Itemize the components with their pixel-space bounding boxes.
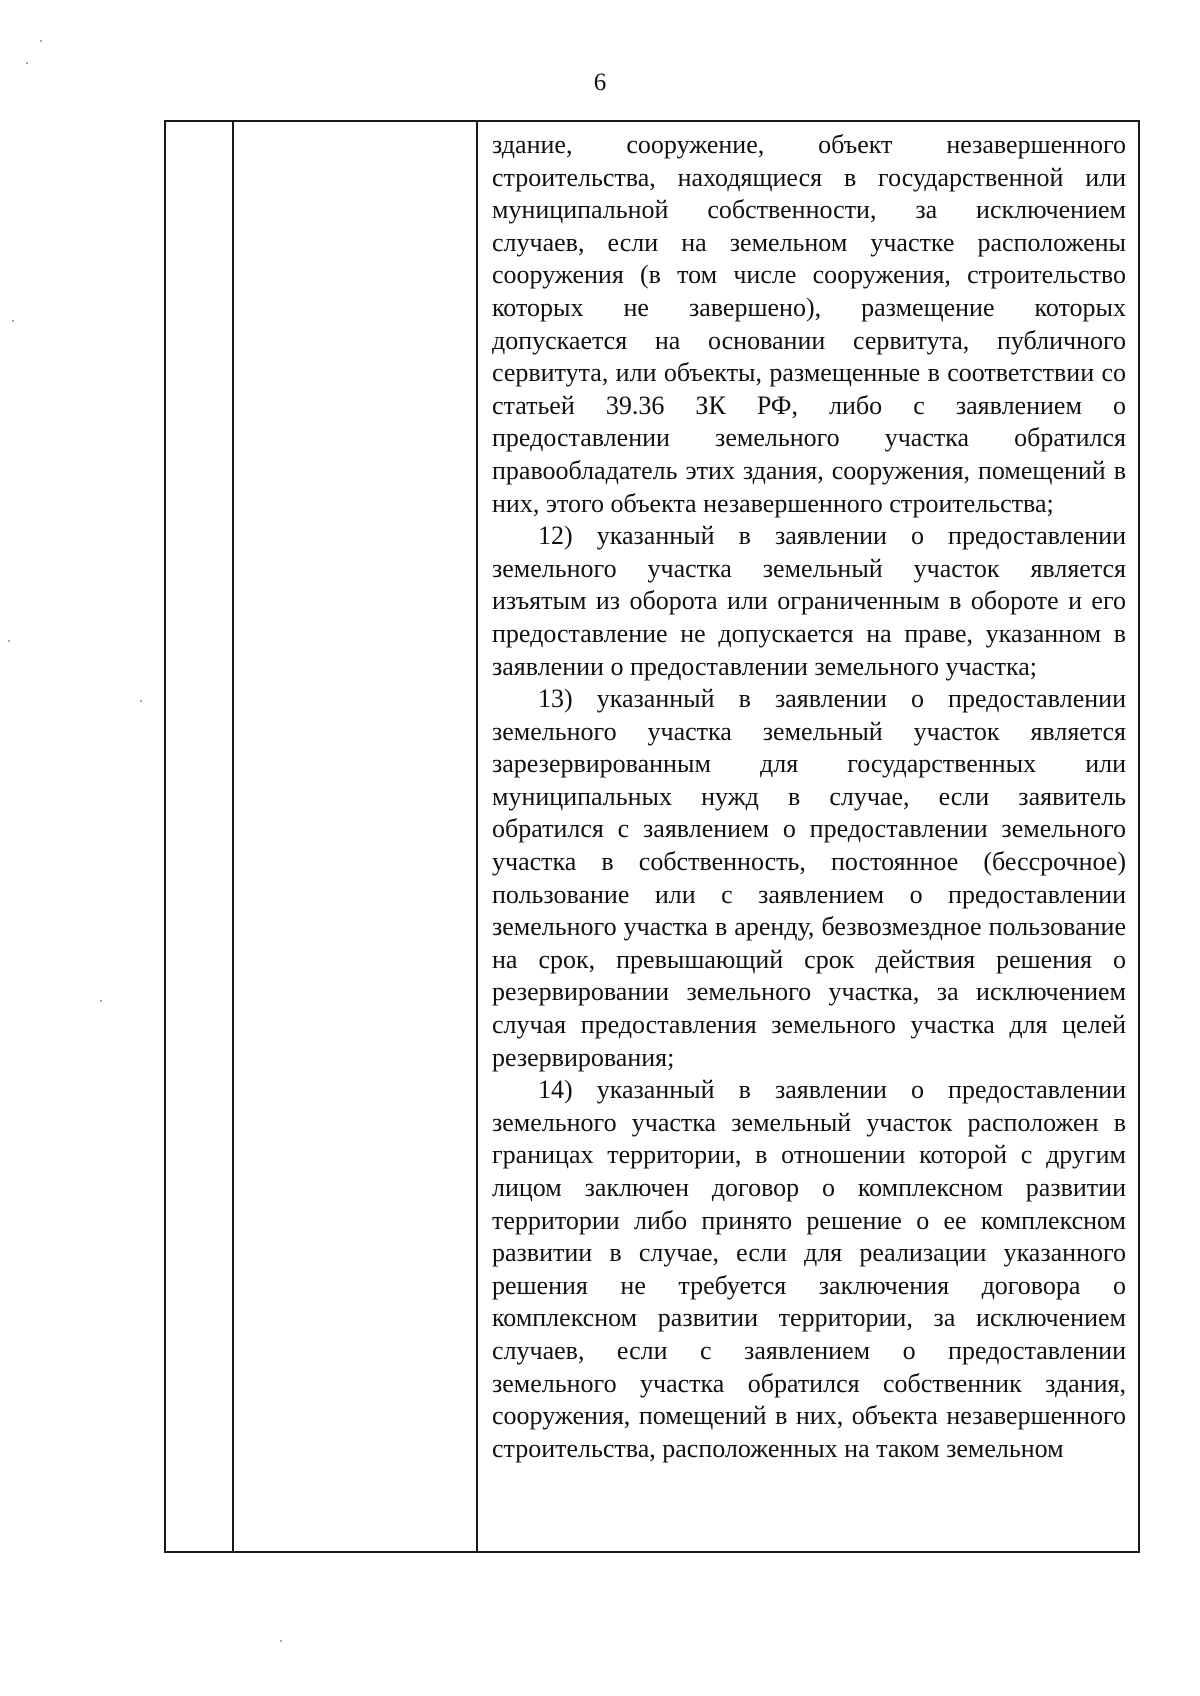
paragraph-item-12: 12) указанный в заявлении о предоставлении земельного участка земельный участок является изъятым из оборота или ограниченным в обороте и его предоставление не допускается на праве, указанном в заявлении о предоставлении земельного участка;	[492, 521, 1126, 681]
page-number: 6	[593, 69, 607, 96]
paragraph-item-14: 14) указанный в заявлении о предоставлении земельного участка земельный участок расположен в границах территории, в отношении которой с другим лицом заключен договор о комплексном развитии территории либо принято решение о ее комплексном развитии в случае, если для реализации указанного решения не требуется заключения договора о комплексном развитии территории, за исключением случаев, если с заявлением о предоставлении земельного участка обратился собственник здания, сооружения, помещений в них, объекта незавершенного строительства, расположенных на таком земельном	[492, 1075, 1126, 1463]
scan-speck	[26, 62, 28, 64]
paragraph-continuation: здание, сооружение, объект незавершенного строительства, находящиеся в государственной или муниципальной собственности, за исключением случаев, если на земельном участке расположены сооружения (в том числе сооружения, строительство которых не завершено), размещение которых допускается на основании сервитута, публичного сервитута, или объекты, размещенные в соответствии со статьей 39.36 ЗК РФ, либо с заявлением о предоставлении земельного участка обратился правообладатель этих здания, сооружения, помещений в них, этого объекта незавершенного строительства;	[492, 130, 1126, 518]
paragraph-item-13: 13) указанный в заявлении о предоставлении земельного участка земельный участок является зарезервированным для государственных или муниципальных нужд в случае, если заявитель обратился с заявлением о предоставлении земельного участка в собственность, постоянное (бессрочное) пользование или с заявлением о предоставлении земельного участка в аренду, безвозмездное пользование на срок, превышающий срок действия решения о резервировании земельного участка, за исключением случая предоставления земельного участка для целей резервирования;	[492, 684, 1126, 1072]
table-cell-content	[492, 122, 1126, 1551]
scan-speck	[12, 320, 14, 322]
scan-speck	[40, 40, 42, 42]
column-divider	[476, 122, 478, 1551]
table-cell-name	[234, 122, 476, 1551]
document-table	[164, 120, 1140, 1553]
scan-speck	[100, 1000, 102, 1002]
table-cell-number	[166, 122, 232, 1551]
scan-speck	[8, 640, 10, 642]
scan-speck	[140, 700, 142, 702]
scan-speck	[280, 1640, 282, 1642]
